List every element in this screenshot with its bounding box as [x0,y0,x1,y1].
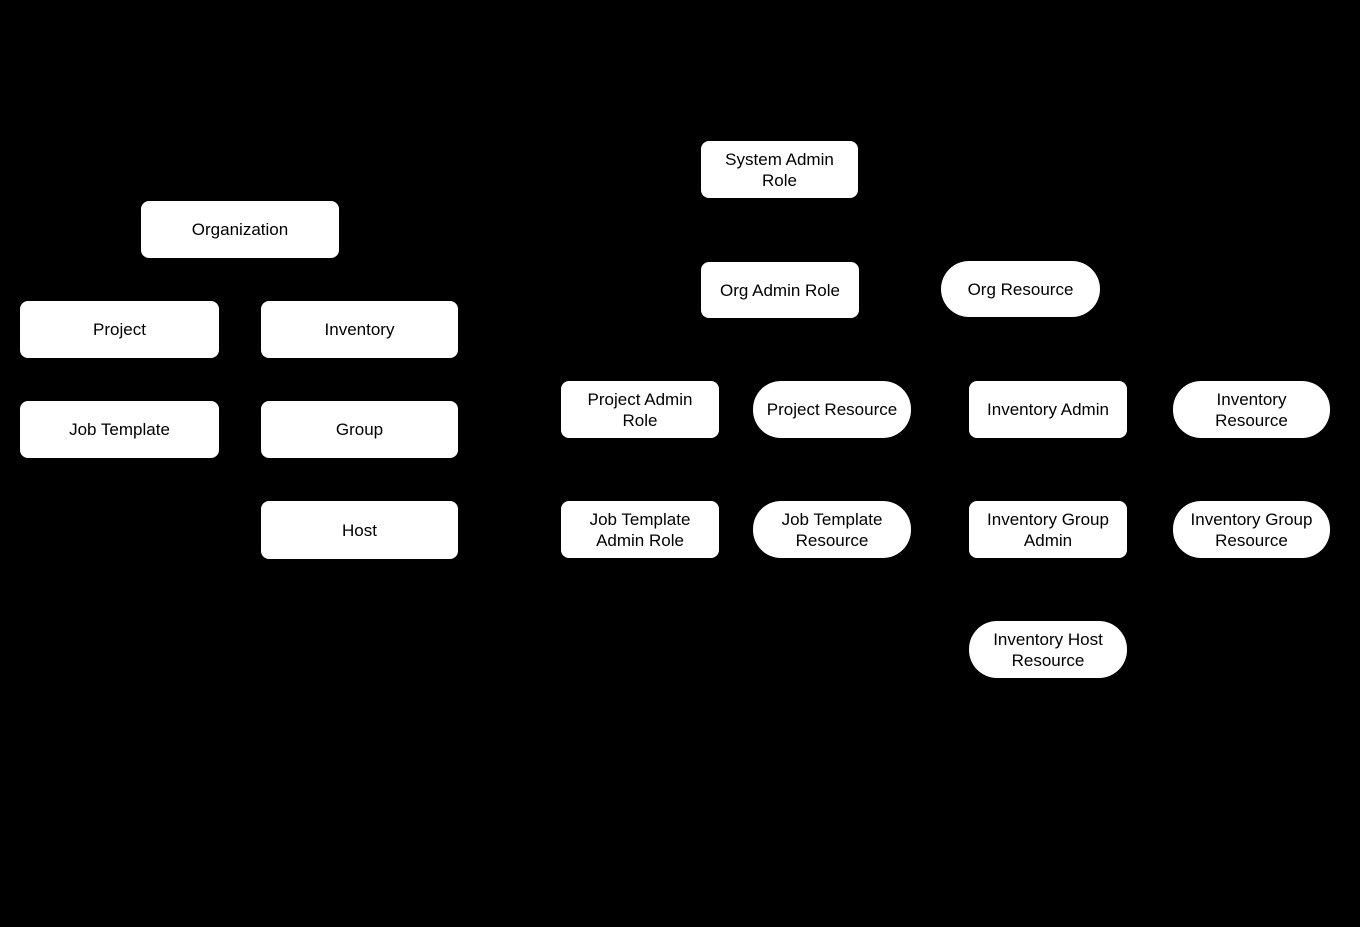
node-label-line: Organization [191,220,289,239]
node-inventory-admin [969,381,1127,438]
node-project [20,301,219,358]
node-label-line: Inventory [1216,389,1287,409]
node-label-line: System Admin [725,149,834,169]
node-org-resource [941,261,1100,317]
node-label-line: Job Template [781,509,883,529]
node-project-resource [753,381,911,438]
node-label-line: Project [93,320,146,339]
node-label-line: Project Admin [587,389,693,409]
node-label-line: Inventory Host [993,629,1103,649]
node-inventory [261,301,458,358]
node-label-line: Job Template [589,509,691,529]
node-label-line: Role [762,170,797,190]
node-label-line: Resource [1011,650,1085,670]
node-label-line: Resource [795,530,869,550]
node-inventory-resource [1173,381,1330,438]
node-label-line: Resource [1215,410,1288,430]
node-label-line: Admin [1023,530,1073,550]
node-label-line: Admin Role [596,530,684,550]
node-label-line: Inventory Group [987,509,1109,529]
node-host [261,501,458,559]
node-label-line: Project Resource [766,400,898,419]
node-organization [141,201,339,258]
node-label-line: Host [342,520,377,540]
node-label-line: Group [335,420,384,439]
node-label-line: Resource [1215,530,1288,550]
node-label-line: Job Template [69,420,170,439]
node-label-line: Org Resource [967,279,1074,299]
node-label-line: Role [622,410,658,430]
node-inventory-group-admin [969,501,1127,558]
node-system-admin-role [701,141,858,198]
node-label-line: Inventory [324,320,395,339]
node-inventory-group-resource [1173,501,1330,558]
node-group [261,401,458,458]
node-label-line: Inventory Group [1190,509,1313,529]
node-job-template [20,401,219,458]
node-label-line: Inventory Admin [987,400,1109,419]
node-project-admin-role [561,381,719,438]
node-job-template-admin-role [561,501,719,558]
node-inventory-host-resource [969,621,1127,678]
node-org-admin-role [701,262,859,318]
node-label-line: Org Admin Role [720,280,840,300]
node-job-template-resource [753,501,911,558]
